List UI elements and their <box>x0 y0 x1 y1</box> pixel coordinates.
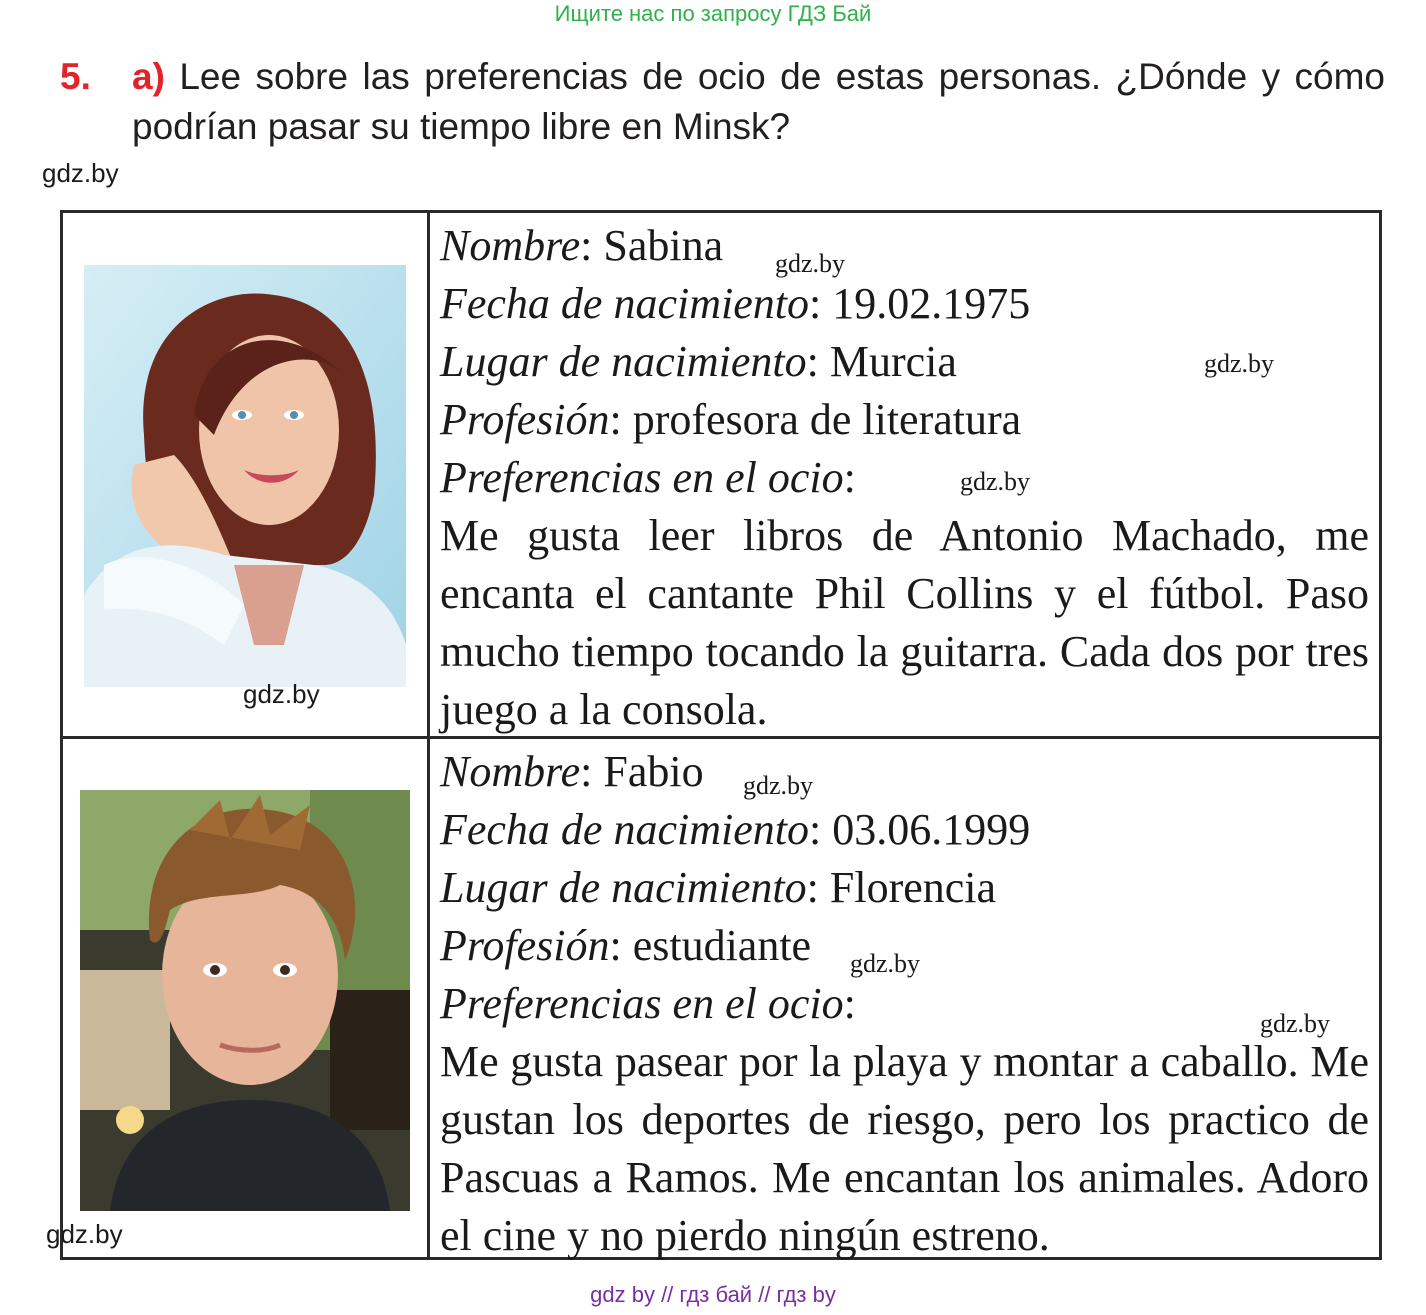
watermark: gdz.by <box>243 679 320 709</box>
preferences-text: Me gusta leer libros de Antonio Machado, me encanta el cantante Phil Collins y el fútbol. Paso mucho tiempo tocando la guitarra. Cada dos por tres juego a la consola. <box>440 511 1369 734</box>
birthplace-line: Lugar de nacimiento: Murcia <box>440 337 957 386</box>
preferences-heading: Preferencias en el ocio: <box>440 453 856 502</box>
preferences-text: Me gusta pasear por la playa y montar a caballo. Me gustan los deportes de riesgo, pero los practico de Pascuas a Ramos. Me encantan los animales. Adoro el cine y no pierdo ningún estreno. <box>440 1037 1369 1260</box>
task-instruction <box>132 52 1385 152</box>
birthdate-line: Fecha de nacimiento: 19.02.1975 <box>440 279 1031 328</box>
birthplace-value: Murcia <box>829 337 957 386</box>
task-number: 5. <box>60 56 91 97</box>
birthdate-value: 03.06.1999 <box>832 805 1031 854</box>
profiles-table <box>46 210 1382 1260</box>
profession-value: profesora de literatura <box>632 395 1022 444</box>
profession-line: Profesión: estudiante <box>440 921 812 970</box>
birthplace-value: Florencia <box>829 863 997 912</box>
profile-row <box>46 739 1379 1260</box>
birthplace-label: Lugar de nacimiento <box>440 337 807 386</box>
photo-cell <box>63 213 427 736</box>
watermark: gdz.by <box>42 158 119 188</box>
profile-details <box>427 213 1379 736</box>
search-hint-banner: Ищите нас по запросу ГДЗ Бай <box>554 1 872 26</box>
watermark: gdz.by <box>850 949 921 978</box>
birthdate-label: Fecha de nacimiento <box>440 805 809 854</box>
watermark: gdz.by <box>46 1219 123 1249</box>
name-line: Nombre: Fabio <box>440 747 704 796</box>
watermark: gdz.by <box>743 771 814 800</box>
birthdate-label: Fecha de nacimiento <box>440 279 809 328</box>
preferences-heading: Preferencias en el ocio: <box>440 979 856 1028</box>
birthdate-value: 19.02.1975 <box>832 279 1031 328</box>
name-value: Sabina <box>603 221 724 270</box>
task-text: Lee sobre las preferencias de ocio de estas personas. ¿Dónde y cómo podrían pasar su tiempo libre en Minsk? <box>132 56 1385 147</box>
watermark: gdz.by <box>775 249 846 278</box>
photo-cell <box>46 739 427 1257</box>
profession-value: estudiante <box>632 921 812 970</box>
woman-photo <box>84 265 406 687</box>
name-value: Fabio <box>603 747 704 796</box>
name-line: Nombre: Sabina <box>440 221 724 270</box>
birthplace-line: Lugar de nacimiento: Florencia <box>440 863 997 912</box>
footer-links: gdz by // гдз бай // гдз by <box>590 1282 836 1307</box>
boy-photo <box>80 790 410 1211</box>
preferences-label: Preferencias en el ocio <box>440 979 844 1028</box>
name-label: Nombre <box>440 221 581 270</box>
profile-details <box>427 739 1379 1260</box>
task-letter: a) <box>132 56 165 97</box>
profession-label: Profesión <box>440 921 610 970</box>
name-label: Nombre <box>440 747 581 796</box>
watermark: gdz.by <box>1204 349 1275 378</box>
preferences-label: Preferencias en el ocio <box>440 453 844 502</box>
watermark: gdz.by <box>960 467 1031 496</box>
profession-line: Profesión: profesora de literatura <box>440 395 1022 444</box>
watermark: gdz.by <box>1260 1009 1331 1038</box>
profile-row <box>63 213 1379 739</box>
task-heading <box>60 52 1385 152</box>
birthdate-line: Fecha de nacimiento: 03.06.1999 <box>440 805 1031 854</box>
profession-label: Profesión <box>440 395 610 444</box>
birthplace-label: Lugar de nacimiento <box>440 863 807 912</box>
